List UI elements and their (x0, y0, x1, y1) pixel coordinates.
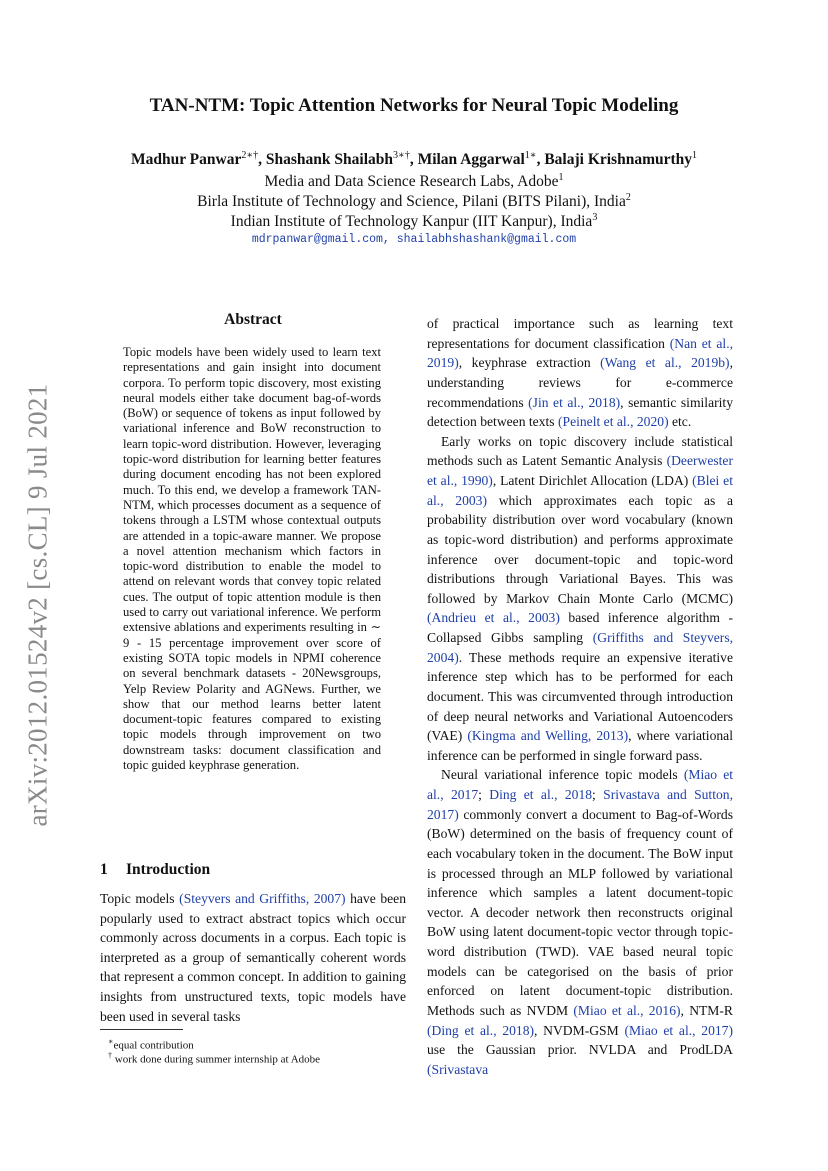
footnote-mark: † (108, 1051, 112, 1060)
affiliation-text: Indian Institute of Technology Kanpur (IIT Kanpur), India (230, 213, 593, 231)
arxiv-id[interactable]: arXiv:2012.01524v2 [cs.CL] 9 Jul 2021 (22, 383, 53, 827)
footnote-text: work done during summer internship at Adobe (114, 1053, 321, 1066)
citation-link[interactable]: Ding et al., 2018 (489, 787, 593, 802)
paragraph (427, 314, 733, 432)
body-text: , Latent Dirichlet Allocation (LDA) (492, 473, 693, 488)
author-affiliation-mark: 1 (692, 150, 698, 161)
citation-link[interactable]: (Griffiths and Steyvers, 2004) (427, 630, 734, 665)
affiliation-mark: 1 (558, 172, 564, 183)
abstract-text: Topic models have been widely used to learn text representations and gain insight into document corpora. To perform topic discovery, most existing neural models either take document bag-of-words (BoW) or sequence of tokens as input followed by variational inference and BoW reconstruction to learn topic-word distribution. However, leveraging topic-word distribution for learning better features during document encoding has not been explored much. To this end, we develop a framework TAN-NTM, which processes document as a sequence of tokens through a LSTM whose contextual outputs are attended in a topic-aware manner. We propose a novel attention mechanism which factors in topic-word distribution to enable the model to attend on relevant words that convey topic related cues. The output of topic attention module is then used to carry out variational inference. We perform extensive ablations and experiments resulting in ∼ 9 - 15 percentage improvement over score of existing SOTA topic models in NPMI coherence on several benchmark datasets - 20Newsgroups, Yelp Review Polarity and AGNews. Further, we show that our method learns better latent document-topic features compared to existing topic models through improvement on two downstream tasks: document classification and topic guided keyphrase generation. (123, 345, 381, 773)
affiliation-text: Birla Institute of Technology and Science, Pilani (BITS Pilani), India (197, 193, 626, 211)
affiliation-iit (0, 212, 828, 231)
citation-link[interactable]: (Ding et al., 2018) (427, 1022, 535, 1038)
author-affiliation-mark: 1∗ (524, 150, 537, 161)
author-name: Balaji Krishnamurthy (544, 151, 693, 169)
paper-title: TAN-NTM: Topic Attention Networks for Neural Topic Modeling (149, 95, 679, 116)
body-text: . These methods require an expensive iterative inference step which has to be performed for each document. This was circumvented through introduction of deep neural networks and Variational Autoencoders (VAE) (427, 649, 733, 744)
body-text: of practical importance such as learning text representations for document classification (427, 316, 733, 351)
body-text: Neural variational inference topic models (441, 767, 684, 783)
citation-link[interactable]: (Miao et al., 2017 (427, 767, 734, 802)
author-name: Milan Aggarwal (417, 151, 525, 169)
citation-link[interactable]: (Steyvers and Griffiths, 2007) (179, 891, 346, 906)
body-text: , semantic similarity detection between texts (427, 394, 733, 430)
citation-link[interactable]: (Blei et al., 2003) (427, 473, 733, 508)
body-text: ; (478, 787, 490, 802)
body-text: , NTM-R (680, 1002, 733, 1018)
body-text: Early works on topic discovery include statistical methods such as Latent Semantic Analysis (427, 433, 733, 469)
citation-link[interactable]: (Nan et al., 2019) (427, 335, 734, 371)
author-emails[interactable]: mdrpanwar@gmail.com, shailabhshashank@gmail.com (251, 233, 577, 246)
author-name: Shashank Shailabh (265, 151, 394, 169)
body-text: etc. (668, 414, 692, 430)
citation-link[interactable]: (Wang et al., 2019b) (600, 355, 730, 371)
citation-link[interactable]: (Peinelt et al., 2020) (557, 414, 669, 430)
footnote-rule (100, 1029, 183, 1030)
citation-link[interactable]: (Miao et al., 2017) (624, 1022, 733, 1038)
body-text: Topic models (100, 891, 180, 906)
body-text: , keyphrase extraction (458, 355, 601, 371)
citation-link[interactable]: (Andrieu et al., 2003) (427, 610, 560, 626)
author-list: Madhur Panwar$^{2∗\dagger}$, Shashank Shailabh$^{3∗\dagger}$, Milan Aggarwal$^{1∗}$, Balaji Krishnamurthy$^1$ (130, 150, 698, 169)
author-affiliation-mark: 3∗† (393, 150, 410, 161)
paragraph (427, 432, 733, 766)
footnote-mark: ∗ (108, 1037, 114, 1046)
body-text: have been popularly used to extract abstract topics which occur commonly across documents in a corpus. Each topic is interpreted as a group of semantically coherent words that represent a common concept. In addition to gaining insights from unstructured texts, topic models have been used in several tasks (100, 891, 406, 1024)
body-text: which approximates each topic as a probability distribution over word vocabulary (known as topic-word distribution) and performs approximate inference over document-topic and topic-word distributions through Variational Bayes. This was followed by Markov Chain Monte Carlo (MCMC) (427, 492, 733, 606)
citation-link[interactable]: Srivastava and Sutton, 2017) (427, 787, 733, 822)
body-text: commonly convert a document to Bag-of-Words (BoW) determined on the basis of frequency count of each vocabulary token in the document. The BoW input is processed through an MLP followed by variational inference which samples a latent document-topic vector. A decoder network then reconstructs original BoW using latent document-topic vector through topic-word distribution (TWD). VAE based neural topic models can be categorised on the basis of prior enforced on latent document-topic distribution. Methods such as NVDM (427, 806, 733, 1018)
section-heading (100, 861, 210, 879)
section-title: Introduction (126, 861, 211, 878)
affiliation-text: Media and Data Science Research Labs, Adobe (264, 173, 559, 191)
citation-link[interactable]: (Deerwester et al., 1990) (427, 453, 733, 488)
citation-link[interactable]: (Srivastava (427, 1061, 489, 1077)
body-text: , NVDM-GSM (534, 1022, 625, 1038)
author-name: Madhur Panwar (130, 151, 242, 169)
footnote-2 (108, 1049, 320, 1067)
citation-link[interactable]: (Miao et al., 2016) (573, 1002, 681, 1018)
author-affiliation-mark: 2∗† (241, 150, 259, 161)
footnote-text: equal contribution (113, 1039, 194, 1052)
arxiv-watermark (18, 365, 58, 845)
body-text: ; (592, 787, 604, 802)
affiliation-bits (0, 192, 828, 211)
affiliation-mark: 3 (592, 212, 598, 223)
affiliation-adobe (0, 172, 828, 191)
citation-link[interactable]: (Jin et al., 2018) (528, 394, 621, 410)
right-column (427, 314, 733, 1079)
citation-link[interactable]: (Kingma and Welling, 2013) (467, 728, 629, 744)
body-text: , understanding reviews for e-commerce recommendations (427, 355, 733, 410)
abstract-heading: Abstract (224, 311, 282, 328)
paragraph (427, 765, 733, 1079)
affiliation-mark: 2 (625, 192, 631, 203)
body-text: use the Gaussian prior. NVLDA and ProdLDA (427, 1042, 733, 1058)
body-text: based inference algorithm - Collapsed Gibbs sampling (427, 610, 733, 645)
section-number: 1 (100, 861, 108, 878)
intro-paragraph (100, 889, 406, 1026)
body-text: , where variational inference can be performed in single forward pass. (427, 728, 733, 763)
